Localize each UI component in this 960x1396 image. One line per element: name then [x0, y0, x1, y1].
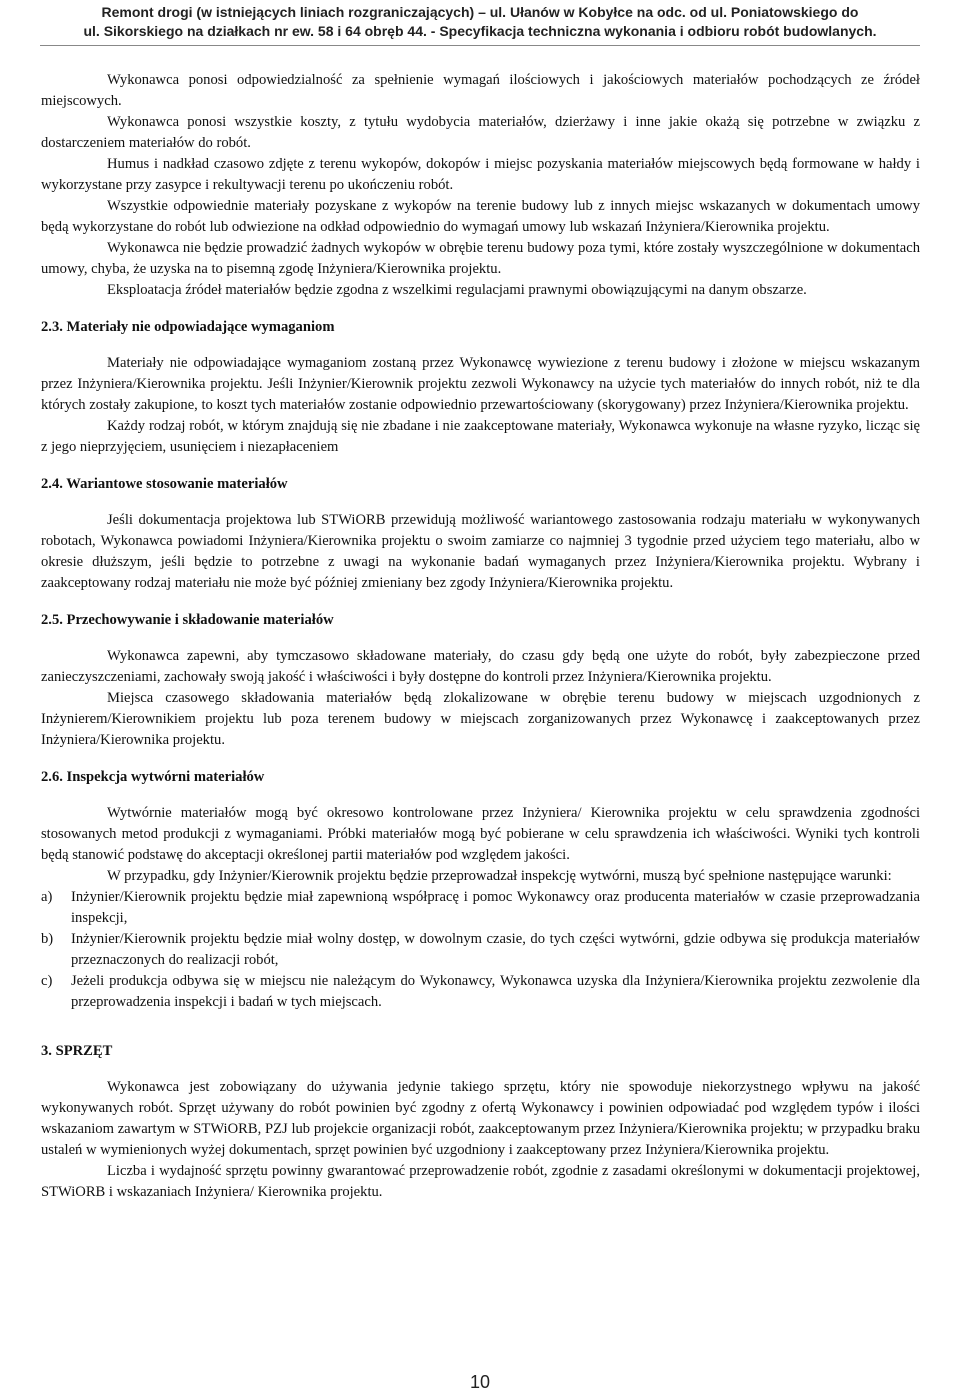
- intro-paragraph-3: Humus i nadkład czasowo zdjęte z terenu wykopów, dokopów i miejsc pozyskania materiałów miejscowych będą formowane w hałdy i wykorzystane przy zasypce i rekultywacji terenu po ukończeniu robót.: [41, 156, 920, 193]
- running-header: [0, 0, 960, 44]
- section-2-3-paragraph-2: Każdy rodzaj robót, w którym znajdują się nie zbadane i nie zaakceptowane materiały, Wykonawca wykonuje na własne ryzyko, licząc się z jego nieprzyjęciem, usunięciem i niezapłaceniem: [41, 418, 920, 455]
- header-line-1: Remont drogi (w istniejących liniach rozgraniczających) – ul. Ułanów w Kobyłce na odc. od ul. Poniatowskiego do: [101, 4, 859, 20]
- list-marker: a): [41, 889, 53, 905]
- header-divider: [40, 45, 920, 46]
- page-body: [41, 70, 920, 1203]
- section-2-6-paragraph-1: Wytwórnie materiałów mogą być okresowo kontrolowane przez Inżyniera/ Kierownika projektu w celu sprawdzenia zgodności stosowanych metod produkcji z wymaganiami. Próbki materiałów mogą być pobierane w celu sprawdzenia ich właściwości. Wyniki tych kontroli będą stanowić podstawę do akceptacji określonej partii materiałów pod względem jakości.: [41, 805, 920, 863]
- list-item-text: Inżynier/Kierownik projektu będzie miał zapewnioną współpracę i pomoc Wykonawcy oraz producenta materiałów w czasie przeprowadzania inspekcji,: [71, 889, 920, 926]
- intro-paragraph-5: Wykonawca nie będzie prowadzić żadnych wykopów w obrębie terenu budowy poza tymi, które zostały wyszczególnione w dokumentach umowy, chyba, że uzyska na to pisemną zgodę Inżyniera/Kierownika projektu.: [41, 240, 920, 277]
- header-line-2: ul. Sikorskiego na działkach nr ew. 58 i 64 obręb 44. - Specyfikacja techniczna wykonania i odbioru robót budowlanych.: [83, 23, 877, 39]
- section-heading-2-3: 2.3. Materiały nie odpowiadające wymaganiom: [41, 319, 335, 335]
- list-item: [41, 929, 920, 971]
- list-marker: c): [41, 973, 53, 989]
- section-2-5-paragraph-2: Miejsca czasowego składowania materiałów będą zlokalizowane w obrębie terenu budowy w miejscach uzgodnionych z Inżynierem/Kierownikiem projektu lub poza terenem budowy w miejscach zorganizowanych przez Wykonawcę i zaakceptowanych przez Inżyniera/Kierownika projektu.: [41, 690, 920, 748]
- section-heading-2-4: 2.4. Wariantowe stosowanie materiałów: [41, 476, 288, 492]
- list-item-text: Inżynier/Kierownik projektu będzie miał wolny dostęp, w dowolnym czasie, do tych części wytwórni, gdzie odbywa się produkcja materiałów przeznaczonych do realizacji robót,: [71, 931, 920, 968]
- section-2-6-paragraph-2: W przypadku, gdy Inżynier/Kierownik projektu będzie przeprowadzał inspekcję wytwórni, muszą być spełnione następujące warunki:: [107, 868, 892, 884]
- section-3-paragraph-1: Wykonawca jest zobowiązany do używania jedynie takiego sprzętu, który nie spowoduje niekorzystnego wpływu na jakość wykonywanych robót. Sprzęt używany do robót powinien być zgodny z ofertą Wykonawcy i powinien odpowiadać pod względem typów i ilości wskazaniom zawartym w STWiORB, PZJ lub projekcie organizacji robót, zaakceptowanym przez Inżyniera/Kierownika projektu; w przypadku braku ustaleń w wymienionych wyżej dokumentach, sprzęt powinien być uzgodniony i zaakceptowany przez Inżyniera/Kierownika projektu.: [41, 1079, 920, 1158]
- section-heading-3: 3. SPRZĘT: [41, 1043, 113, 1059]
- section-2-3-paragraph-1: Materiały nie odpowiadające wymaganiom zostaną przez Wykonawcę wywiezione z terenu budowy i złożone w miejscu wskazanym przez Inżyniera/Kierownika projektu. Jeśli Inżynier/Kierownik projektu zezwoli Wykonawcy na użycie tych materiałów do innych robót, niż te dla których zostały zakupione, to koszt tych materiałów zostanie odpowiednio przewartościowany (skorygowany) przez Inżyniera/Kierownika projektu.: [41, 355, 920, 413]
- list-marker: b): [41, 931, 54, 947]
- intro-paragraph-4: Wszystkie odpowiednie materiały pozyskane z wykopów na terenie budowy lub z innych miejsc wskazanych w dokumentach umowy będą wykorzystane do robót lub odwiezione na odkład odpowiednio do wymagań umowy lub wskazań Inżyniera/Kierownika projektu.: [41, 198, 920, 235]
- section-2-5-paragraph-1: Wykonawca zapewni, aby tymczasowo składowane materiały, do czasu gdy będą one użyte do robót, były zabezpieczone przed zanieczyszczeniami, zachowały swoją jakość i właściwości i były dostępne do kontroli przez Inżyniera/Kierownika projektu.: [41, 648, 920, 685]
- intro-paragraph-1: Wykonawca ponosi odpowiedzialność za spełnienie wymagań ilościowych i jakościowych materiałów pochodzących ze źródeł miejscowych.: [41, 72, 920, 109]
- page-number: 10: [469, 1372, 491, 1392]
- conditions-list: [41, 887, 920, 1013]
- list-item: [41, 971, 920, 1013]
- list-item-text: Jeżeli produkcja odbywa się w miejscu nie należącym do Wykonawcy, Wykonawca uzyska dla Inżyniera/Kierownika projektu zezwolenie dla przeprowadzenia inspekcji i badań w tych miejscach.: [71, 973, 920, 1010]
- intro-paragraph-6: Eksploatacja źródeł materiałów będzie zgodna z wszelkimi regulacjami prawnymi obowiązującymi na danym obszarze.: [107, 282, 807, 298]
- section-heading-2-5: 2.5. Przechowywanie i składowanie materiałów: [41, 612, 334, 628]
- section-3-paragraph-2: Liczba i wydajność sprzętu powinny gwarantować przeprowadzenie robót, zgodnie z zasadami określonymi w dokumentacji projektowej, STWiORB i wskazaniach Inżyniera/ Kierownika projektu.: [41, 1163, 920, 1200]
- intro-paragraph-2: Wykonawca ponosi wszystkie koszty, z tytułu wydobycia materiałów, dzierżawy i inne jakie okażą się potrzebne w związku z dostarczeniem materiałów do robót.: [41, 114, 920, 151]
- section-2-4-paragraph-1: Jeśli dokumentacja projektowa lub STWiORB przewidują możliwość wariantowego zastosowania rodzaju materiału w wykonywanych robotach, Wykonawca powiadomi Inżyniera/Kierownika projektu o swoim zamiarze co najmniej 3 tygodnie przed użyciem tego materiału, albo w okresie dłuższym, jeśli będzie to potrzebne z uwagi na wykonanie badań wymaganych przez Inżyniera/Kierownika projektu. Wybrany i zaakceptowany rodzaj materiału nie może być później zmieniany bez zgody Inżyniera/Kierownika projektu.: [41, 512, 920, 591]
- section-heading-2-6: 2.6. Inspekcja wytwórni materiałów: [41, 769, 265, 785]
- list-item: [41, 887, 920, 929]
